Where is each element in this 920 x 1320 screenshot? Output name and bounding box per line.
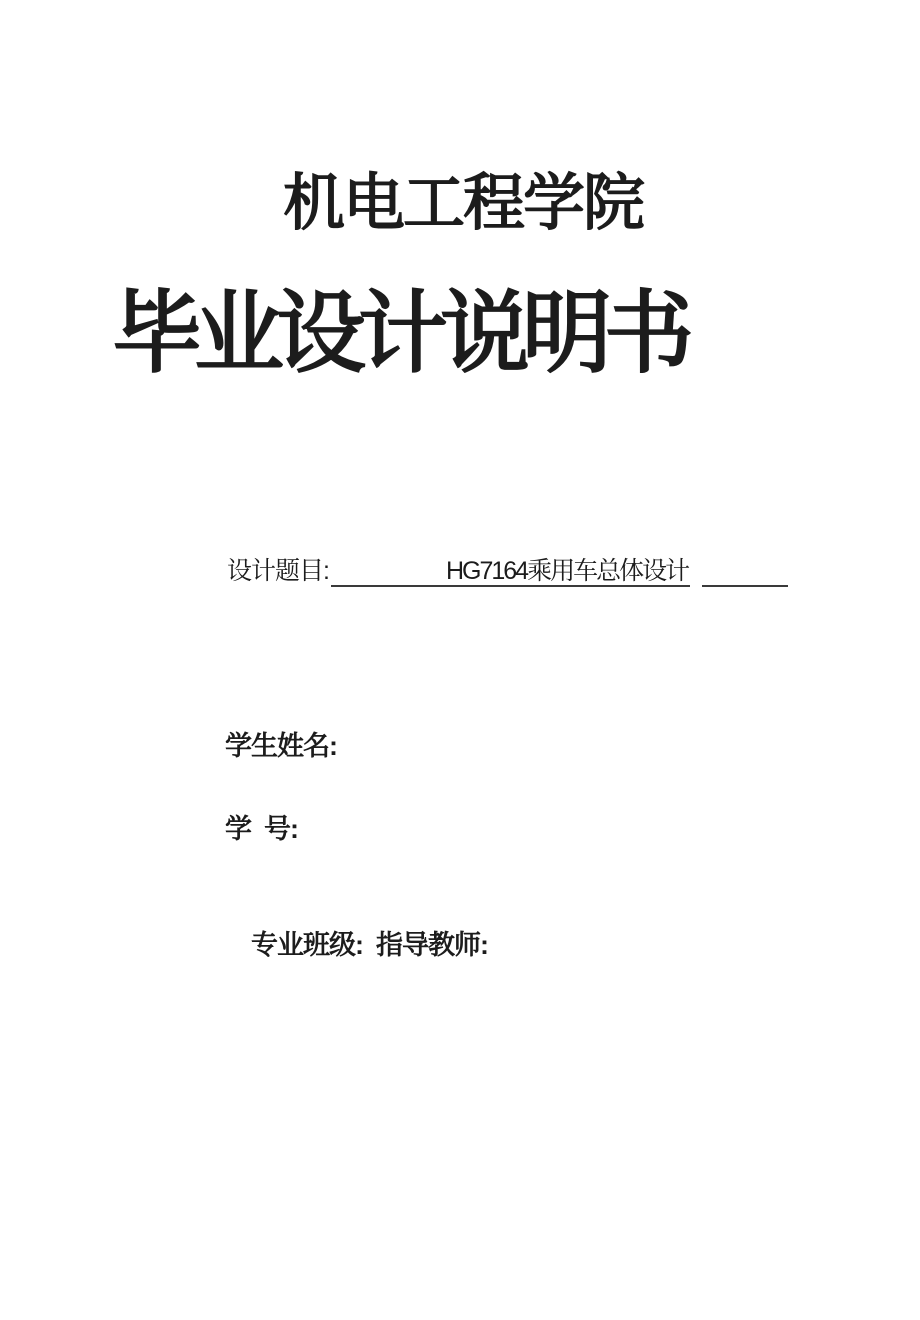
design-topic-line: [227, 556, 788, 587]
design-topic-label: 设计题目:: [227, 557, 329, 585]
document-title: 毕业设计说明书: [112, 284, 686, 384]
design-topic-underline-leading: [331, 556, 444, 587]
advisor-label: 指导教师:: [376, 930, 489, 961]
design-topic-value: HG7164乘用车总体设计: [445, 557, 689, 585]
major-class-advisor-line: [225, 899, 488, 992]
student-name-label: 学生姓名:: [225, 731, 337, 761]
major-class-label: 专业班级:: [251, 930, 364, 961]
design-topic-underline-trailing: [702, 556, 788, 587]
student-id-label: 学 号:: [225, 814, 298, 844]
school-name-title: 机电工程学院: [283, 169, 644, 238]
